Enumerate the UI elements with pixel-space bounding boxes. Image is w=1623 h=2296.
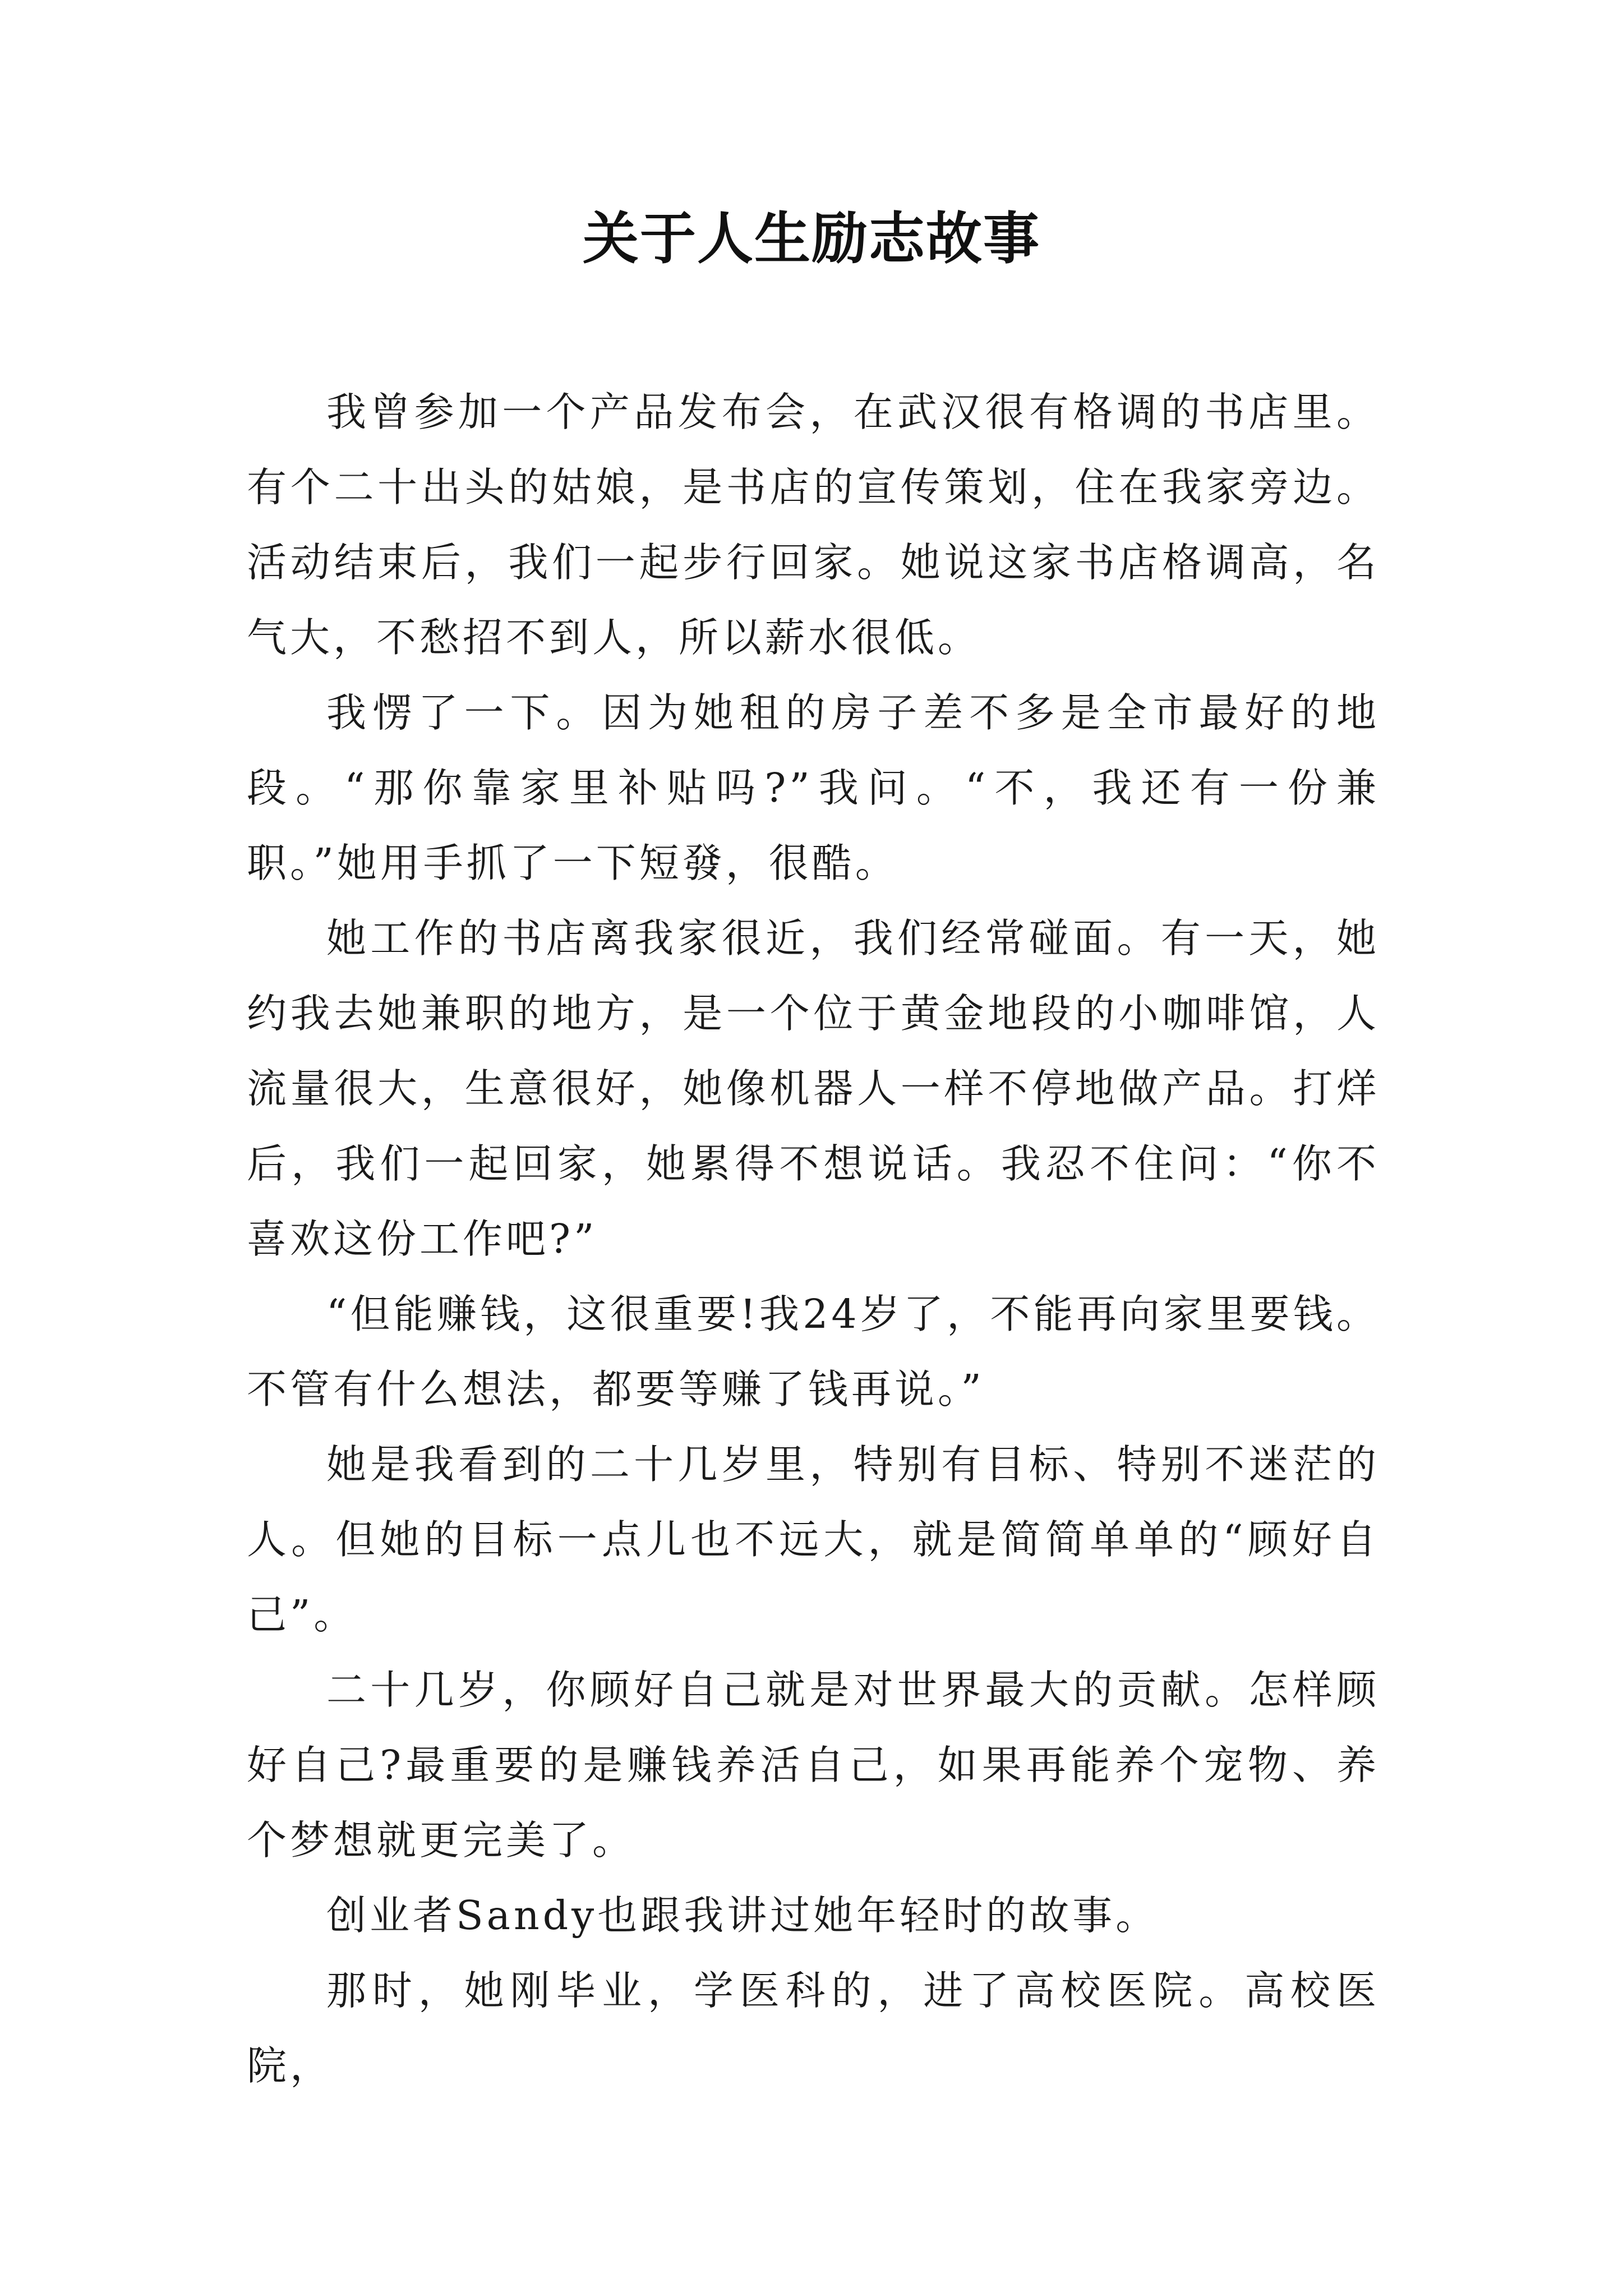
paragraph: 她是我看到的二十几岁里，特别有目标、特别不迷茫的人。但她的目标一点儿也不远大，就是简简单单的“顾好自己”。	[247, 1441, 1380, 1638]
paragraph: 二十几岁，你顾好自己就是对世界最大的贡献。怎样顾好自己?最重要的是赚钱养活自己，如果再能养个宠物、养个梦想就更完美了。	[247, 1667, 1380, 1864]
paragraph: 我曾参加一个产品发布会，在武汉很有格调的书店里。有个二十出头的姑娘，是书店的宣传策划，住在我家旁边。活动结束后，我们一起步行回家。她说这家书店格调高，名气大，不愁招不到人，所以薪水很低。	[247, 389, 1380, 661]
paragraph: 那时，她刚毕业，学医科的，进了高校医院。高校医院，	[247, 1967, 1380, 2089]
paragraph: 创业者Sandy也跟我讲过她年轻时的故事。	[326, 1892, 1159, 1939]
document-title: 关于人生励志故事	[583, 205, 1040, 272]
paragraph: 我愣了一下。因为她租的房子差不多是全市最好的地段。“那你靠家里补贴吗?”我问。“不，我还有一份兼职。”她用手抓了一下短發，很酷。	[247, 689, 1380, 886]
paragraph: 她工作的书店离我家很近，我们经常碰面。有一天，她约我去她兼职的地方，是一个位于黄金地段的小咖啡馆，人流量很大，生意很好，她像机器人一样不停地做产品。打烊后，我们一起回家，她累得不想说话。我忍不住问：“你不喜欢这份工作吧?”	[247, 915, 1380, 1262]
document-body	[247, 375, 1380, 2104]
paragraph: “但能赚钱，这很重要!我24岁了，不能再向家里要钱。不管有什么想法，都要等赚了钱再说。”	[247, 1291, 1380, 1412]
